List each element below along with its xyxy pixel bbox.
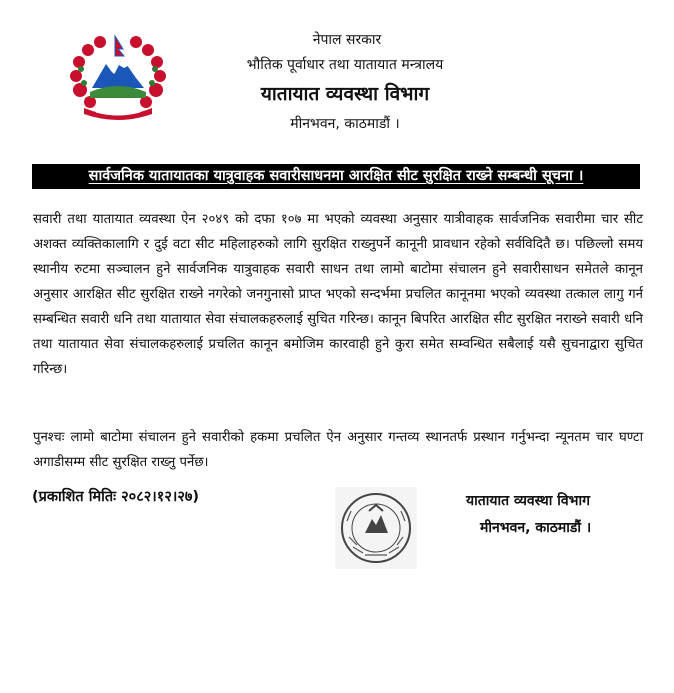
department-name: यातायात व्यवस्था विभाग [260,83,430,105]
notice-postscript: पुनश्चः लामो बाटोमा संचालन हुने सवारीको हकमा प्रचलित ऐन अनुसार गन्तव्य स्थानतर्फ प्रस्थान गर्नुभन्दा न्यूनतम चार घण्टा अगाडीसम्म सीट सुरक्षित राख्नु पर्नेछ। [33,430,643,470]
publication-date: (प्रकाशित मितिः २०८२।१२।२७) [32,489,200,505]
government-name: नेपाल सरकार [312,32,382,48]
notice-title: सार्वजनिक यातायातका यात्रुवाहक सवारीसाधनमा आरक्षित सीट सुरक्षित राख्ने सम्बन्धी सूचना । [32,164,640,189]
notice-body: सवारी तथा यातायात व्यवस्था ऐन २०४९ को दफा १०७ मा भएको व्यवस्था अनुसार यात्रीवाहक सार्वजनिक सवारीमा चार सीट अशक्त व्यक्तिकालागि र दुई वटा सीट महिलाहरुको लागि सुरक्षित राख्नुपर्ने कानूनी प्रावधान रहेको सर्वविदितै छ। पछिल्लो समय स्थानीय रुटमा सञ्चालन हुने सार्वजनिक यात्रुवाहक सवारी साधन तथा लामो बाटोमा संचालन हुने सवारीसाधन समेतले कानून अनुसार आरक्षित सीट सुरक्षित राख्ने नगरेको जनगुनासो प्राप्त भएको सन्दर्भमा प्रचलित कानूनमा भएको व्यवस्था तत्काल लागु गर्न सम्बन्धित सवारी धनि तथा यातायात सेवा संचालकहरुलाई सुचित गरिन्छ। कानून बिपरित आरक्षित सीट सुरक्षित नराख्ने सवारी धनि तथा यातायात सेवा संचालकहरुलाई प्रचलित कानून बमोजिम कारवाही हुने कुरा समेत सम्वन्धित सबैलाई यसै सुचनाद्वारा सुचित गरिन्छ। [33,212,643,377]
ministry-name: भौतिक पूर्वाधार तथा यातायात मन्त्रालय [246,57,444,73]
department-address: मीनभवन, काठमाडौं । [290,116,400,132]
signatory-address: मीनभवन, काठमाडौं । [480,520,592,536]
signatory-department: यातायात व्यवस्था विभाग [466,493,591,509]
department-seal-icon [335,487,417,569]
